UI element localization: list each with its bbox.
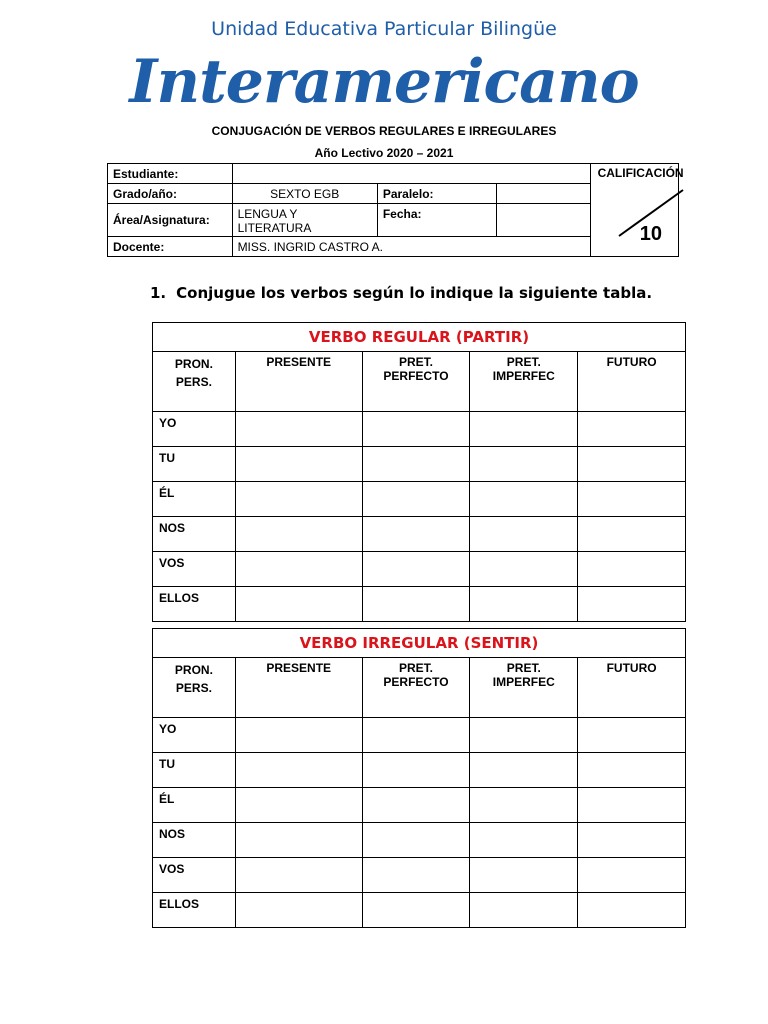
student-label: Estudiante:	[108, 164, 233, 184]
answer-cell[interactable]	[470, 718, 578, 753]
answer-cell[interactable]	[235, 753, 362, 788]
table-row	[153, 587, 686, 622]
pronoun-cell: VOS	[153, 552, 236, 587]
answer-cell[interactable]	[235, 447, 362, 482]
table-row	[153, 412, 686, 447]
answer-cell[interactable]	[470, 482, 578, 517]
table-row	[153, 823, 686, 858]
answer-cell[interactable]	[362, 517, 470, 552]
answer-cell[interactable]	[470, 412, 578, 447]
pronoun-cell: TU	[153, 753, 236, 788]
answer-cell[interactable]	[235, 517, 362, 552]
answer-cell[interactable]	[235, 893, 362, 928]
answer-cell[interactable]	[235, 823, 362, 858]
column-header: FUTURO	[578, 352, 686, 412]
answer-cell[interactable]	[362, 893, 470, 928]
column-header: PRET. PERFECTO	[362, 352, 470, 412]
table-header-row	[153, 352, 686, 412]
answer-cell[interactable]	[470, 858, 578, 893]
answer-cell[interactable]	[578, 412, 686, 447]
pronoun-cell: NOS	[153, 823, 236, 858]
answer-cell[interactable]	[578, 587, 686, 622]
answer-cell[interactable]	[362, 858, 470, 893]
answer-cell[interactable]	[578, 823, 686, 858]
answer-cell[interactable]	[362, 447, 470, 482]
answer-cell[interactable]	[362, 718, 470, 753]
table-title-row	[153, 629, 686, 658]
pronoun-cell: ÉL	[153, 788, 236, 823]
answer-cell[interactable]	[235, 718, 362, 753]
answer-cell[interactable]	[578, 552, 686, 587]
table-row	[153, 718, 686, 753]
pronoun-cell: VOS	[153, 858, 236, 893]
instruction	[150, 284, 652, 302]
column-header: PRET. PERFECTO	[362, 658, 470, 718]
date-label: Fecha:	[377, 204, 496, 237]
table-row	[153, 517, 686, 552]
score-box[interactable]	[590, 164, 684, 257]
subject-label: Área/Asignatura:	[108, 204, 233, 237]
answer-cell[interactable]	[362, 788, 470, 823]
pronoun-cell: ELLOS	[153, 587, 236, 622]
irregular-verb-table	[152, 628, 686, 928]
answer-cell[interactable]	[235, 482, 362, 517]
answer-cell[interactable]	[362, 412, 470, 447]
answer-cell[interactable]	[470, 788, 578, 823]
answer-cell[interactable]	[235, 858, 362, 893]
answer-cell[interactable]	[235, 552, 362, 587]
parallel-field[interactable]	[496, 184, 590, 204]
table-row	[153, 753, 686, 788]
table-header-row	[153, 658, 686, 718]
answer-cell[interactable]	[578, 517, 686, 552]
column-header: PRET. IMPERFEC	[470, 658, 578, 718]
subject-field[interactable]: LENGUA Y LITERATURA	[232, 204, 377, 237]
score-label: CALIFICACIÓN	[597, 166, 684, 180]
pronoun-cell: YO	[153, 412, 236, 447]
answer-cell[interactable]	[362, 823, 470, 858]
answer-cell[interactable]	[470, 823, 578, 858]
answer-cell[interactable]	[578, 718, 686, 753]
teacher-field[interactable]: MISS. INGRID CASTRO A.	[232, 237, 590, 257]
column-header: PRESENTE	[235, 658, 362, 718]
teacher-label: Docente:	[108, 237, 233, 257]
answer-cell[interactable]	[235, 587, 362, 622]
table-row	[153, 447, 686, 482]
answer-cell[interactable]	[578, 893, 686, 928]
answer-cell[interactable]	[470, 447, 578, 482]
column-header: PRESENTE	[235, 352, 362, 412]
instruction-text: Conjugue los verbos según lo indique la siguiente tabla.	[176, 284, 653, 302]
answer-cell[interactable]	[235, 412, 362, 447]
answer-cell[interactable]	[362, 482, 470, 517]
answer-cell[interactable]	[578, 482, 686, 517]
column-header: PRET. IMPERFEC	[470, 352, 578, 412]
table-title-row	[153, 323, 686, 352]
column-header: FUTURO	[578, 658, 686, 718]
column-header-pronoun	[153, 658, 236, 718]
answer-cell[interactable]	[470, 753, 578, 788]
table-row	[153, 858, 686, 893]
answer-cell[interactable]	[470, 893, 578, 928]
answer-cell[interactable]	[578, 788, 686, 823]
table-title: VERBO REGULAR (PARTIR)	[153, 323, 686, 352]
answer-cell[interactable]	[362, 753, 470, 788]
table-row	[153, 893, 686, 928]
pronoun-cell: NOS	[153, 517, 236, 552]
answer-cell[interactable]	[470, 587, 578, 622]
answer-cell[interactable]	[578, 447, 686, 482]
grade-label: Grado/año:	[108, 184, 233, 204]
score-max-value: 10	[639, 223, 662, 245]
pronoun-cell: ÉL	[153, 482, 236, 517]
school-logo-wordmark: Interamericano	[129, 47, 639, 117]
table-row	[153, 482, 686, 517]
answer-cell[interactable]	[235, 788, 362, 823]
column-header-pronoun	[153, 352, 236, 412]
table-title: VERBO IRREGULAR (SENTIR)	[153, 629, 686, 658]
student-info-table	[107, 163, 684, 257]
pronoun-cell: ELLOS	[153, 893, 236, 928]
answer-cell[interactable]	[362, 552, 470, 587]
school-year: Año Lectivo 2020 – 2021	[314, 146, 454, 160]
answer-cell[interactable]	[578, 858, 686, 893]
parallel-label: Paralelo:	[377, 184, 496, 204]
regular-verb-table	[152, 322, 686, 622]
pronoun-cell: YO	[153, 718, 236, 753]
grade-field[interactable]: SEXTO EGB	[232, 184, 377, 204]
pronoun-cell: TU	[153, 447, 236, 482]
date-field[interactable]	[496, 204, 590, 237]
school-name: Unidad Educativa Particular Bilingüe	[211, 18, 557, 40]
pronoun-header-line1: PRON.	[174, 663, 213, 677]
answer-cell[interactable]	[362, 587, 470, 622]
pronoun-header-line2: PERS.	[175, 681, 212, 695]
table-row	[153, 788, 686, 823]
table-row	[153, 552, 686, 587]
answer-cell[interactable]	[470, 517, 578, 552]
answer-cell[interactable]	[578, 753, 686, 788]
instruction-number: 1.	[150, 284, 167, 302]
pronoun-header-line2: PERS.	[175, 375, 212, 389]
document-title: CONJUGACIÓN DE VERBOS REGULARES E IRREGULARES	[211, 124, 557, 138]
answer-cell[interactable]	[470, 552, 578, 587]
pronoun-header-line1: PRON.	[174, 357, 213, 371]
student-field[interactable]	[232, 164, 590, 184]
